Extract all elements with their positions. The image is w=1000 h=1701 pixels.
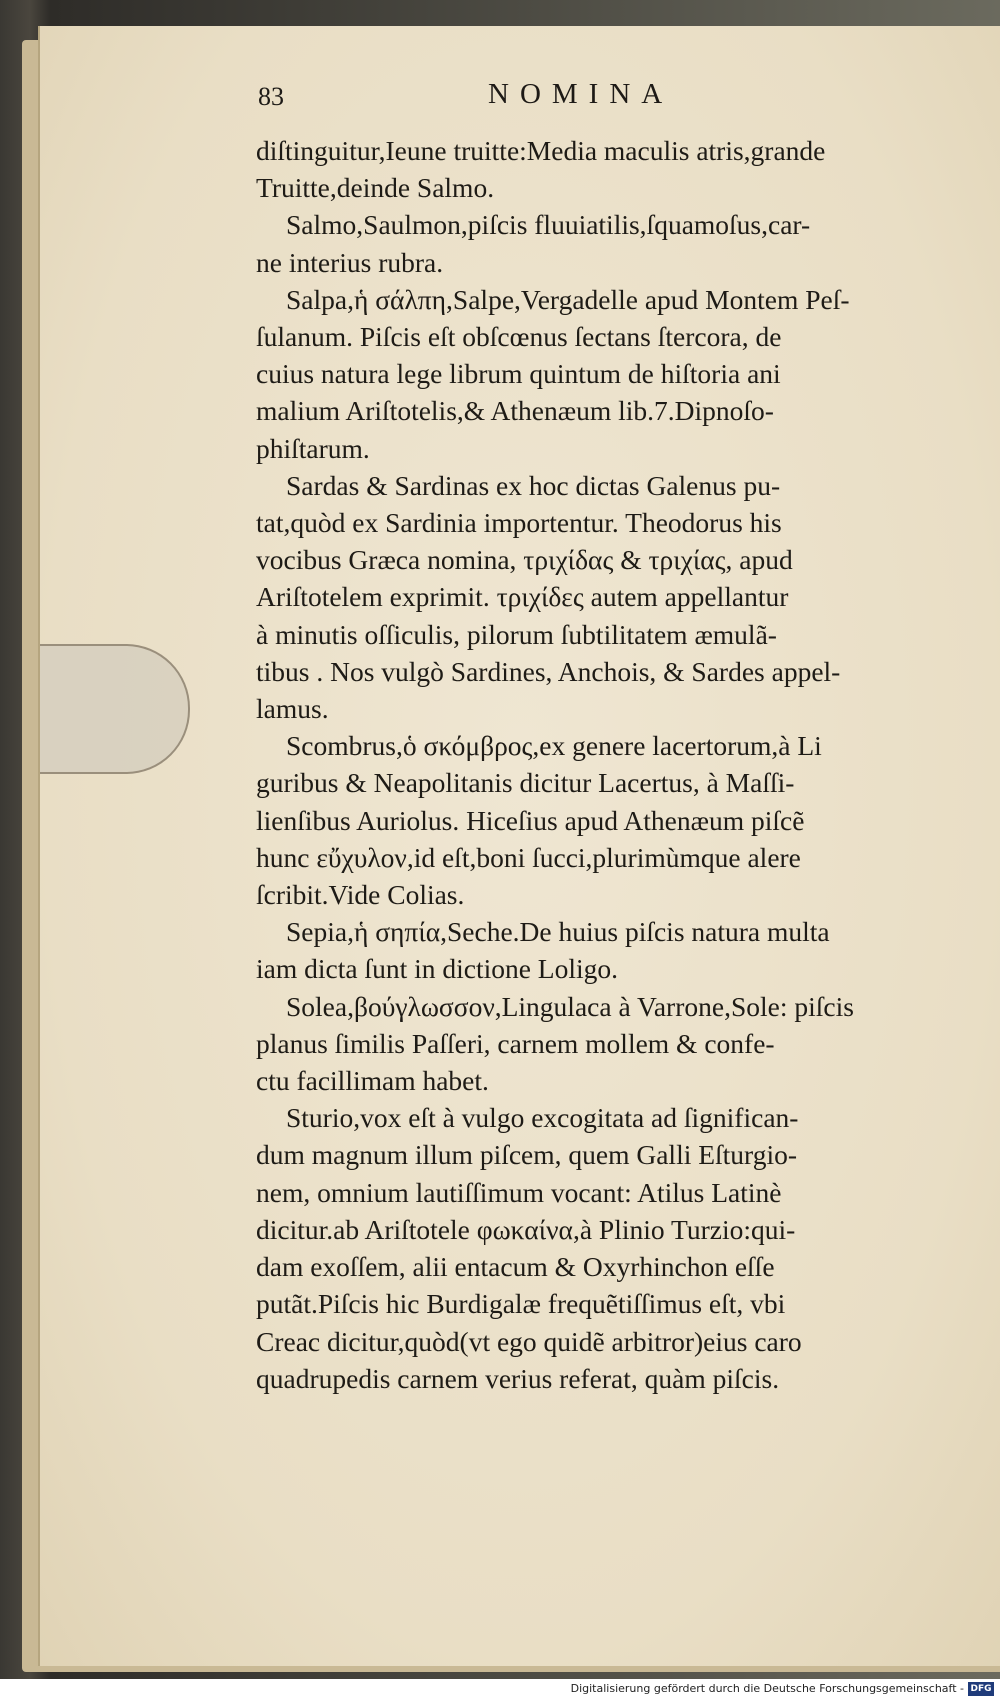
paragraph	[256, 206, 896, 280]
text-line: ſcribit.Vide Colias.	[256, 879, 465, 911]
text-line: ctu facillimam habet.	[256, 1065, 489, 1097]
text-line: nem, omnium lautiſſimum vocant: Atilus Latinè	[256, 1176, 782, 1208]
text-line: Salpa,ἡ σάλπη,Salpe,Vergadelle apud Montem Peſ-	[286, 283, 850, 315]
text-line: malium Ariſtotelis,& Athenæum lib.7.Dipnoſo-	[256, 395, 774, 427]
text-line: Sepia,ἡ σηπία,Seche.De huius piſcis natura multa	[286, 916, 830, 948]
page-header	[258, 78, 898, 118]
text-body	[256, 132, 896, 1397]
text-line: Scombrus,ὁ σκόμβρος,ex genere lacertorum,à Li	[286, 730, 822, 762]
dfg-logo-icon: DFG	[968, 1682, 994, 1696]
text-line: iam dicta ſunt in dictione Loligo.	[256, 953, 619, 985]
page-clip	[40, 644, 190, 774]
paragraph	[256, 281, 896, 467]
text-line: à minutis oſſiculis, pilorum ſubtilitatem æmulã-	[256, 618, 777, 650]
text-line: dum magnum illum piſcem, quem Galli Eſturgio-	[256, 1139, 798, 1171]
text-line: tibus . Nos vulgò Sardines, Anchois, & Sardes appel-	[256, 655, 841, 687]
paragraph	[256, 132, 896, 206]
text-line: vocibus Græca nomina, τριχίδας & τριχίας, apud	[256, 544, 793, 576]
text-line: planus ſimilis Paſſeri, carnem mollem & confe-	[256, 1027, 775, 1059]
digitization-footer	[0, 1679, 1000, 1701]
paragraph	[256, 727, 896, 913]
text-line: quadrupedis carnem verius referat, quàm piſcis.	[256, 1362, 780, 1394]
text-line: Sardas & Sardinas ex hoc dictas Galenus pu-	[286, 469, 781, 501]
paragraph	[256, 467, 896, 727]
paragraph	[256, 988, 896, 1100]
text-line: diſtinguitur,Ieune truitte:Media maculis atris,grande	[256, 135, 826, 166]
text-line: Salmo,Saulmon,piſcis fluuiatilis,ſquamoſus,car-	[286, 209, 811, 241]
paragraph	[256, 913, 896, 987]
text-line: lienſibus Auriolus. Hiceſius apud Athenæum piſcẽ	[256, 804, 805, 836]
text-line: putãt.Piſcis hic Burdigalæ frequẽtiſſimus eſt, vbi	[256, 1288, 786, 1320]
text-line: tat,quòd ex Sardinia importentur. Theodorus his	[256, 507, 782, 539]
running-title: NOMINA	[488, 78, 674, 110]
text-line: Truitte,deinde Salmo.	[256, 172, 495, 204]
text-line: ne interius rubra.	[256, 246, 444, 278]
text-line: phiſtarum.	[256, 432, 370, 464]
text-line: Solea,βούγλωσσον,Lingulaca à Varrone,Sole: piſcis	[286, 990, 854, 1022]
text-line: dicitur.ab Ariſtotele φωκαίνα,à Plinio Turzio:qui-	[256, 1213, 796, 1245]
paragraph	[256, 1099, 896, 1397]
text-line: Creac dicitur,quòd(vt ego quidẽ arbitror)eius caro	[256, 1325, 802, 1357]
text-line: dam exoſſem, alii entacum & Oxyrhinchon eſſe	[256, 1251, 775, 1283]
funding-credit: Digitalisierung gefördert durch die Deutsche Forschungsgemeinschaft -	[570, 1682, 964, 1695]
text-line: cuius natura lege librum quintum de hiſtoria ani	[256, 358, 781, 390]
text-line: hunc εὔχυλον,id eſt,boni ſucci,plurimùmque alere	[256, 841, 801, 873]
text-line: Ariſtotelem exprimit. τριχίδες autem appellantur	[256, 581, 789, 613]
text-line: ſulanum. Piſcis eſt obſcœnus ſectans ſtercora, de	[256, 321, 782, 353]
text-line: guribus & Neapolitanis dicitur Lacertus, à Maſſi-	[256, 767, 795, 799]
text-line: lamus.	[256, 693, 329, 725]
text-line: Sturio,vox eſt à vulgo excogitata ad ſignifican-	[286, 1102, 799, 1134]
page-number: 83	[258, 82, 284, 111]
